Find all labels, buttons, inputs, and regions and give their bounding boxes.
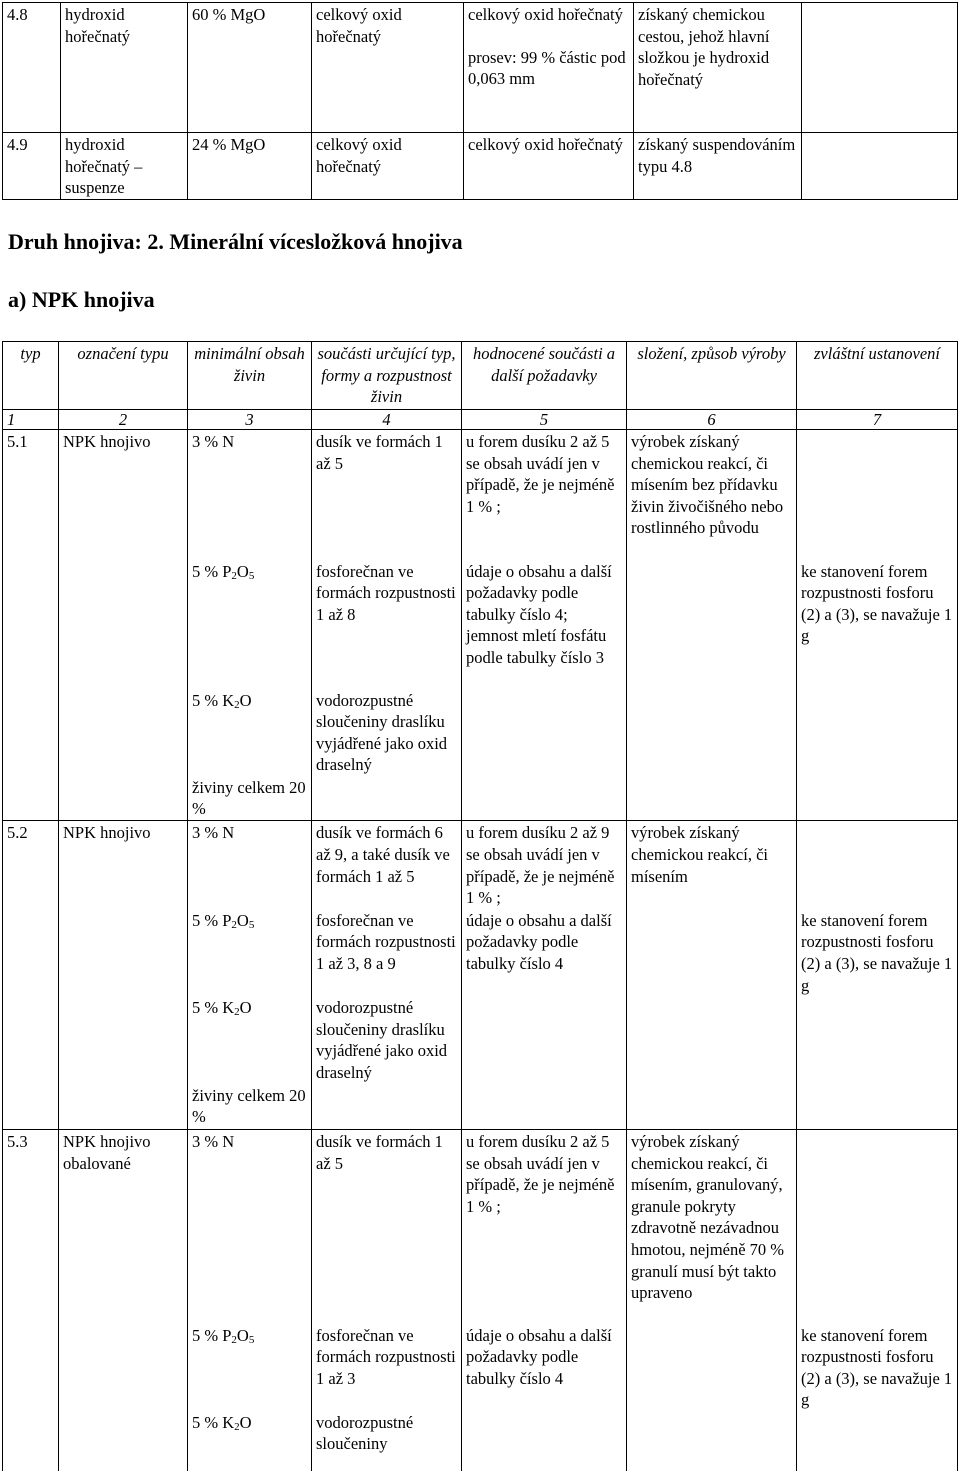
table-row — [3, 821, 958, 909]
cell-typ: 5.1 — [3, 430, 59, 560]
header-type-name: označení typu — [59, 342, 188, 410]
cell-p-req: údaje o obsahu a další požadavky podle tabulky číslo 4 — [462, 909, 627, 996]
cell-composition: získaný suspendováním typu 4.8 — [634, 133, 802, 200]
cell-k-min: 5 % K2O — [188, 996, 312, 1083]
cell-min-content: 60 % MgO — [188, 3, 312, 133]
table-row — [3, 1130, 958, 1324]
evaluated-text: celkový oxid hořečnatý — [468, 5, 623, 24]
cell-composition: výrobek získaný chemickou reakcí, či mísením bez přídavku živin živočišného nebo rostlinného původu — [627, 430, 797, 560]
table-row — [3, 689, 958, 776]
cell-p-min: 5 % P2O5 — [188, 1324, 312, 1411]
table-row — [3, 560, 958, 689]
cell-n-req: u forem dusíku 2 až 9 se obsah uvádí jen v případě, že je nejméně 1 % ; — [462, 821, 627, 909]
table-row — [3, 909, 958, 996]
table-row — [3, 3, 958, 133]
table-header-row — [3, 342, 958, 410]
cell-n-req: u forem dusíku 2 až 5 se obsah uvádí jen v případě, že je nejméně 1 % ; — [462, 1130, 627, 1324]
table-row — [3, 1084, 958, 1130]
cell-p-req: údaje o obsahu a další požadavky podle tabulky číslo 4; jemnost mletí fosfátu podle tabulky číslo 3 — [462, 560, 627, 689]
cell-k-forms: vodorozpustné sloučeniny draslíku vyjádřené jako oxid draselný — [312, 689, 462, 776]
cell-n-req: u forem dusíku 2 až 5 se obsah uvádí jen v případě, že je nejméně 1 % ; — [462, 430, 627, 560]
table-row — [3, 430, 958, 560]
cell-typ: 4.9 — [3, 133, 61, 200]
cell-n-forms: dusík ve formách 1 až 5 — [312, 430, 462, 560]
cell-p-min: 5 % P2O5 — [188, 909, 312, 996]
col-num: 4 — [312, 410, 462, 430]
col-num: 1 — [3, 410, 59, 430]
cell-evaluated: celkový oxid hořečnatý — [464, 133, 634, 200]
cell-total: živiny celkem 20 % — [188, 776, 312, 821]
col-num: 6 — [627, 410, 797, 430]
cell-k-min: 5 % K2O — [188, 1411, 312, 1471]
cell-name: hydroxid hořečnatý – suspenze — [61, 133, 188, 200]
cell-p-special: ke stanovení forem rozpustnosti fosforu (2) a (3), se navažuje 1 g — [797, 1324, 958, 1411]
header-evaluated: hodnocené součásti a další požadavky — [462, 342, 627, 410]
cell-special — [797, 1130, 958, 1324]
cell-name: hydroxid hořečnatý — [61, 3, 188, 133]
cell-evaluated — [464, 3, 634, 133]
cell-p-forms: fosforečnan ve formách rozpustnosti 1 až 3, 8 a 9 — [312, 909, 462, 996]
header-composition: složení, způsob výroby — [627, 342, 797, 410]
npk-section-heading: a) NPK hnojiva — [8, 287, 155, 312]
cell-total: živiny celkem 20 % — [188, 1084, 312, 1130]
header-typ: typ — [3, 342, 59, 410]
magnesium-hydroxide-table — [2, 2, 958, 200]
col-num: 5 — [462, 410, 627, 430]
cell-composition: získaný chemickou cestou, jehož hlavní složkou je hydroxid hořečnatý — [634, 3, 802, 133]
cell-min-content: 24 % MgO — [188, 133, 312, 200]
cell-p-special: ke stanovení forem rozpustnosti fosforu (2) a (3), se navažuje 1 g — [797, 560, 958, 689]
cell-name: NPK hnojivo obalované — [59, 1130, 188, 1324]
header-min-content: minimální obsah živin — [188, 342, 312, 410]
cell-p-forms: fosforečnan ve formách rozpustnosti 1 až 3 — [312, 1324, 462, 1411]
table-row — [3, 776, 958, 821]
cell-typ: 5.3 — [3, 1130, 59, 1324]
table-row — [3, 1324, 958, 1411]
col-num: 7 — [797, 410, 958, 430]
cell-k-forms: vodorozpustné sloučeniny draslíku vyjádřené jako oxid draselný — [312, 996, 462, 1083]
evaluated-sieve: prosev: 99 % částic pod 0,063 mm — [468, 47, 626, 89]
cell-p-forms: fosforečnan ve formách rozpustnosti 1 až 8 — [312, 560, 462, 689]
cell-name: NPK hnojivo — [59, 430, 188, 560]
cell-n-min: 3 % N — [188, 430, 312, 560]
cell-composition: výrobek získaný chemickou reakcí, či mísením — [627, 821, 797, 909]
column-number-row — [3, 410, 958, 430]
cell-k-forms: vodorozpustné sloučeniny — [312, 1411, 462, 1471]
col-num: 2 — [59, 410, 188, 430]
cell-special — [802, 3, 958, 133]
npk-fertilizer-table — [2, 341, 958, 1471]
header-components: součásti určující typ, formy a rozpustnost živin — [312, 342, 462, 410]
cell-special — [797, 821, 958, 909]
cell-p-min: 5 % P2O5 — [188, 560, 312, 689]
cell-p-req: údaje o obsahu a další požadavky podle tabulky číslo 4 — [462, 1324, 627, 1411]
cell-k-min: 5 % K2O — [188, 689, 312, 776]
cell-special — [802, 133, 958, 200]
cell-p-special: ke stanovení forem rozpustnosti fosforu (2) a (3), se navažuje 1 g — [797, 909, 958, 996]
cell-n-min: 3 % N — [188, 1130, 312, 1324]
table-row — [3, 996, 958, 1083]
cell-typ: 4.8 — [3, 3, 61, 133]
cell-n-forms: dusík ve formách 1 až 5 — [312, 1130, 462, 1324]
cell-n-forms: dusík ve formách 6 až 9, a také dusík ve formách 1 až 5 — [312, 821, 462, 909]
cell-typ: 5.2 — [3, 821, 59, 909]
cell-components: celkový oxid hořečnatý — [312, 133, 464, 200]
cell-composition: výrobek získaný chemickou reakcí, či mísením, granulovaný, granule pokryty zdravotně nezávadnou hmotou, nejméně 70 % granulí musí být takto upraveno — [627, 1130, 797, 1324]
header-special: zvláštní ustanovení — [797, 342, 958, 410]
cell-name: NPK hnojivo — [59, 821, 188, 909]
table-row — [3, 1411, 958, 1471]
fertilizer-type-heading: Druh hnojiva: 2. Minerální vícesložková hnojiva — [8, 229, 463, 254]
cell-special — [797, 430, 958, 560]
col-num: 3 — [188, 410, 312, 430]
cell-n-min: 3 % N — [188, 821, 312, 909]
table-row — [3, 133, 958, 200]
cell-components: celkový oxid hořečnatý — [312, 3, 464, 133]
